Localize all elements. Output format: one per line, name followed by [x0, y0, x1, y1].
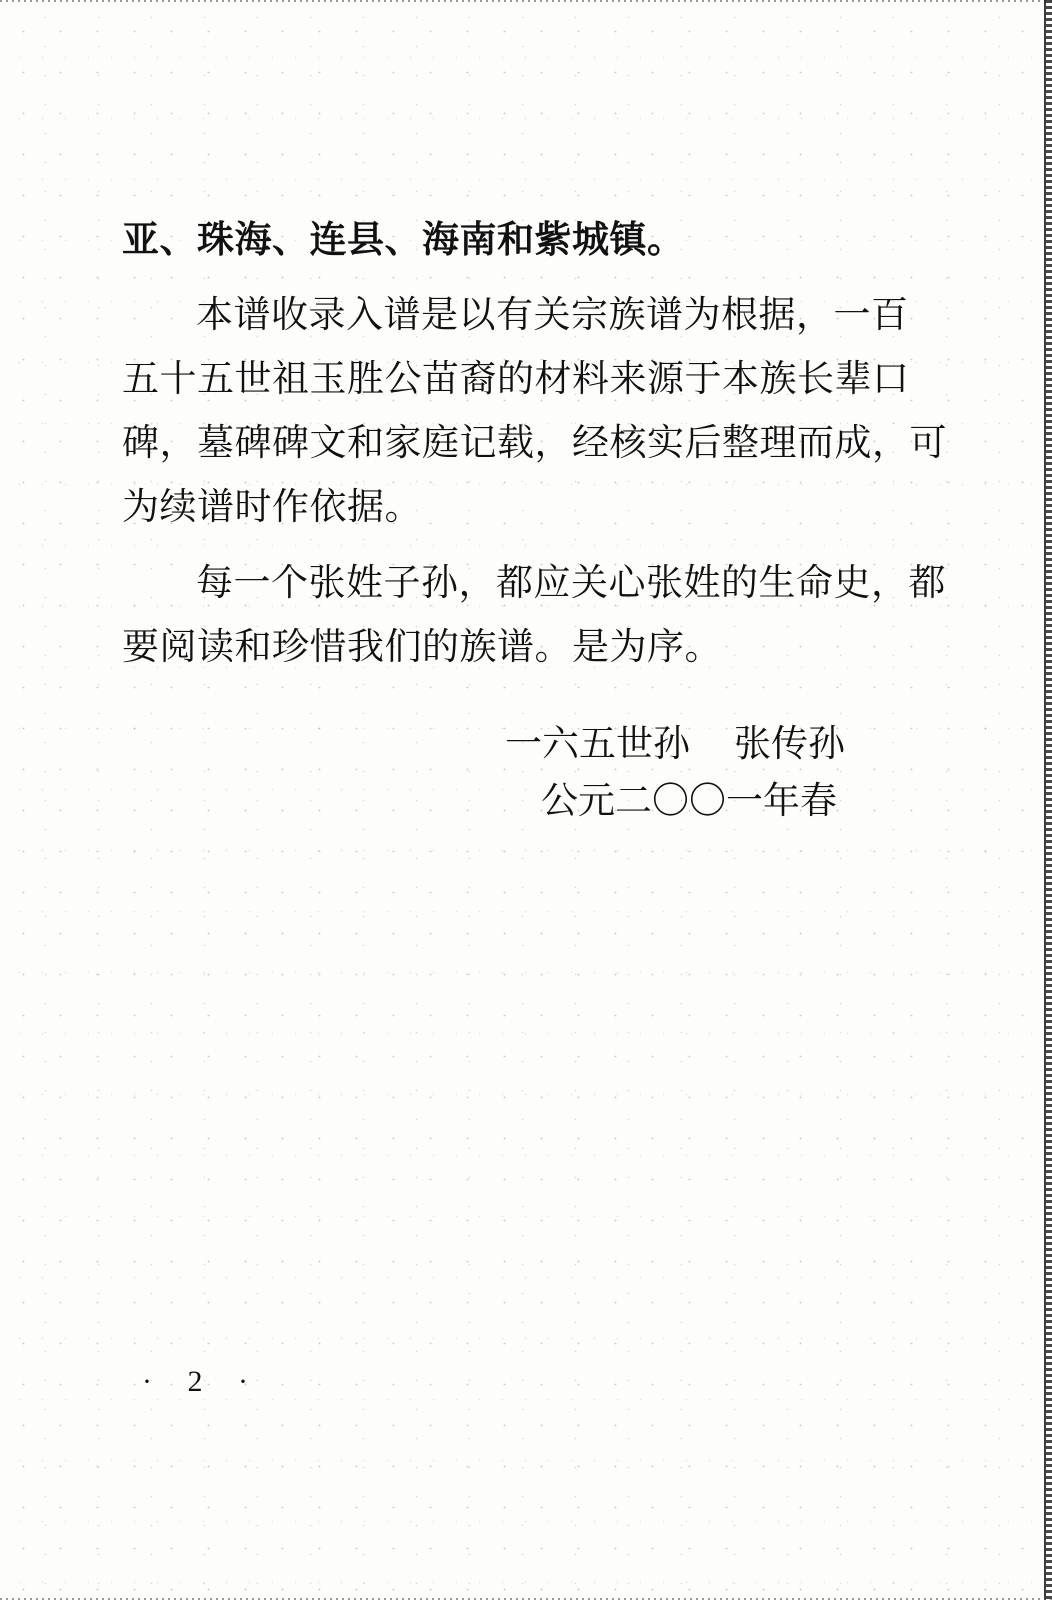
page-number: · 2 ·	[142, 1365, 262, 1398]
signature-date: 公元二〇〇一年春	[541, 779, 837, 822]
text-line-sources-3: 碑，墓碑碑文和家庭记载，经核实后整理而成，可	[122, 421, 947, 464]
text-line-closing-end: 要阅读和珍惜我们的族谱。是为序。	[122, 625, 722, 668]
preface-body	[122, 207, 962, 679]
paragraph-gap	[122, 271, 962, 283]
paragraph-gap	[122, 539, 962, 551]
signature-block	[505, 715, 885, 829]
signature-generation: 一六五世孙	[505, 722, 690, 765]
scan-top-edge	[0, 0, 1052, 2]
text-line-closing-start: 每一个张姓子孙，都应关心张姓的生命史，都	[196, 561, 946, 604]
text-line-sources-2: 五十五世祖玉胜公苗裔的材料来源于本族长辈口	[122, 357, 910, 400]
text-line-sources-end: 为续谱时作依据。	[122, 485, 422, 528]
text-line-sources-start: 本谱收录入谱是以有关宗族谱为根据，一百	[196, 293, 909, 336]
signature-name-line	[505, 715, 885, 772]
text-line-place-list: 亚、珠海、连县、海南和紫城镇。	[122, 217, 685, 261]
signature-author: 张传孙	[734, 722, 845, 765]
scan-right-edge	[1044, 0, 1052, 1600]
